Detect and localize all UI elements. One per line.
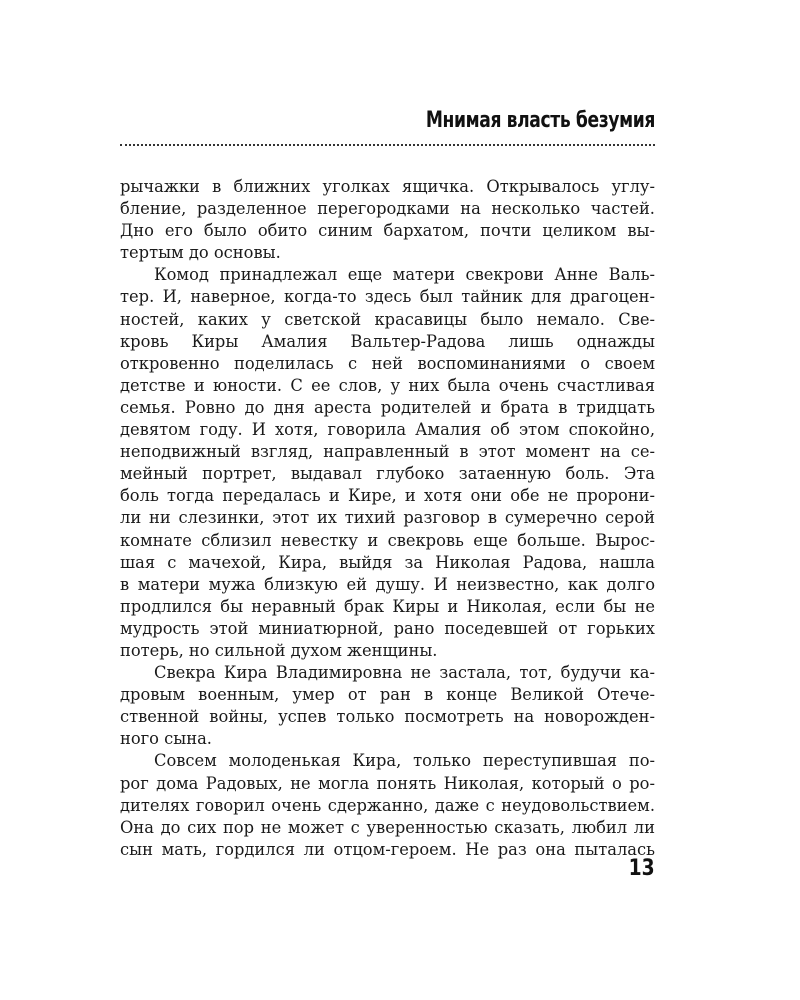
text-line: семья. Ровно до дня ареста родителей и брата в тридцать bbox=[120, 397, 655, 417]
text-line: продлился бы неравный брак Киры и Николая, если бы не bbox=[120, 596, 655, 616]
header-dotted-rule bbox=[120, 144, 655, 146]
text-line: сын мать, гордился ли отцом-героем. Не раз она пыталась bbox=[120, 839, 655, 859]
text-line: в матери мужа близкую ей душу. И неизвестно, как долго bbox=[120, 574, 655, 594]
text-line: рычажки в ближних уголках ящичка. Открывалось углу- bbox=[120, 177, 655, 196]
text-line: ностей, каких у светской красавицы было немало. Све- bbox=[120, 309, 655, 329]
text-line: бление, разделенное перегородками на несколько частей. bbox=[120, 199, 655, 219]
text-line: мейный портрет, выдавал глубоко затаенную боль. Эта bbox=[120, 464, 655, 484]
text-line: девятом году. И хотя, говорила Амалия об этом спокойно, bbox=[120, 420, 655, 440]
text-line: Совсем молоденькая Кира, только переступившая по- bbox=[154, 751, 655, 771]
text-line: ли ни слезинки, этот их тихий разговор в сумеречно серой bbox=[120, 508, 655, 528]
text-line: ственной войны, успев только посмотреть на новорожден- bbox=[120, 707, 655, 727]
text-line: дителях говорил очень сдержанно, даже с неудовольствием. bbox=[120, 795, 655, 815]
text-line: шая с мачехой, Кира, выйдя за Николая Радова, нашла bbox=[120, 552, 655, 572]
text-line: детстве и юности. С ее слов, у них была очень счастливая bbox=[120, 375, 655, 395]
text-line: тер. И, наверное, когда-то здесь был тайник для драгоцен- bbox=[120, 287, 655, 307]
text-line: Свекра Кира Владимировна не застала, тот, будучи ка- bbox=[154, 663, 655, 683]
running-head-title: Мнимая власть безумия bbox=[425, 108, 655, 133]
text-line: рог дома Радовых, не могла понять Николая, который о ро- bbox=[120, 773, 655, 793]
page-number: 13 bbox=[628, 856, 655, 881]
text-line: ного сына. bbox=[120, 729, 212, 749]
text-line: Дно его было обито синим бархатом, почти целиком вы- bbox=[120, 221, 655, 241]
text-line: комнате сблизил невестку и свекровь еще больше. Вырос- bbox=[120, 530, 655, 550]
body-text bbox=[120, 176, 655, 861]
text-line: тертым до основы. bbox=[120, 243, 281, 263]
text-line: неподвижный взгляд, направленный в этот момент на се- bbox=[120, 442, 655, 462]
text-line: кровь Киры Амалия Вальтер-Радова лишь однажды bbox=[120, 331, 655, 351]
text-line: Комод принадлежал еще матери свекрови Анне Валь- bbox=[154, 265, 655, 285]
text-line: боль тогда передалась и Кире, и хотя они обе не пророни- bbox=[120, 486, 655, 506]
text-line: Она до сих пор не может с уверенностью сказать, любил ли bbox=[120, 817, 655, 837]
text-line: дровым военным, умер от ран в конце Великой Отече- bbox=[120, 685, 655, 705]
text-line: откровенно поделилась с ней воспоминаниями о своем bbox=[120, 353, 655, 373]
text-line: мудрость этой миниатюрной, рано поседевшей от горьких bbox=[120, 618, 655, 638]
text-line: потерь, но сильной духом женщины. bbox=[120, 640, 438, 660]
